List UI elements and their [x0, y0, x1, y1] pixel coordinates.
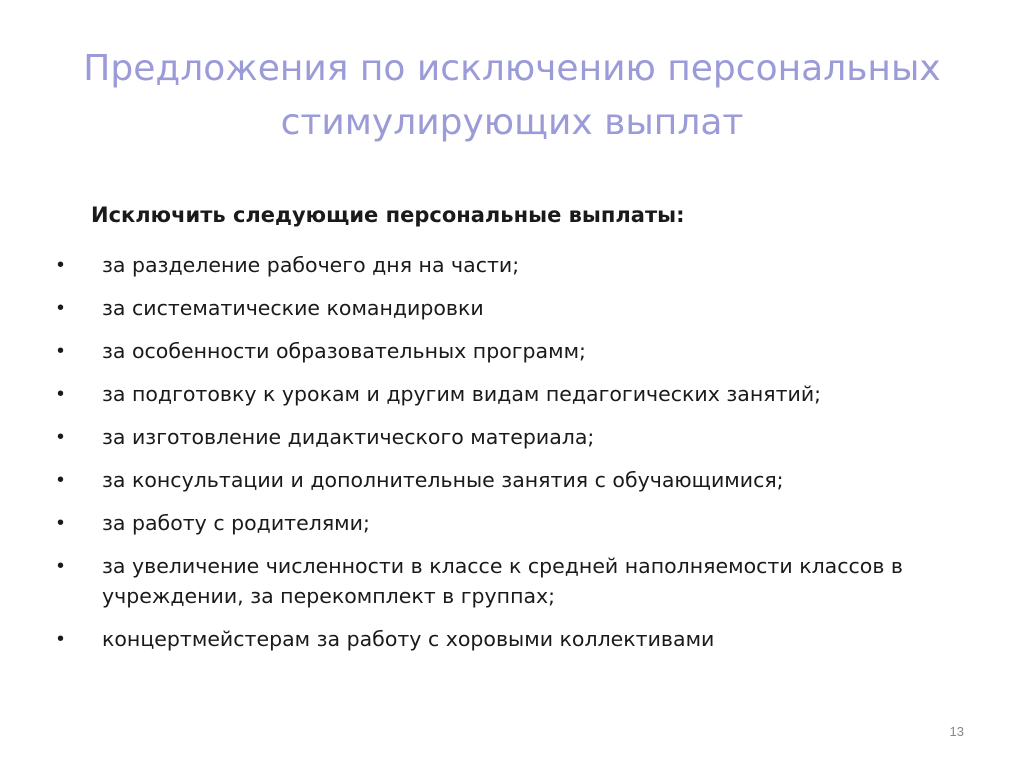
- list-item: [55, 624, 985, 654]
- page-number: 13: [949, 724, 964, 739]
- list-item: [55, 379, 985, 409]
- bullet-icon: •: [57, 628, 65, 650]
- bullet-icon: •: [57, 340, 65, 362]
- list-item-text: за консультации и дополнительные занятия с обучающимися;: [102, 468, 784, 492]
- list-item: [55, 465, 985, 495]
- list-item-text: за разделение рабочего дня на части;: [102, 253, 520, 277]
- bullet-icon: •: [57, 254, 65, 276]
- bullet-icon: •: [57, 383, 65, 405]
- list-item-text: за работу с родителями;: [102, 511, 370, 535]
- list-item: [55, 250, 985, 280]
- slide-title: Предложения по исключению персональных стимулирующих выплат: [83, 48, 941, 143]
- list-item: [55, 293, 985, 323]
- bullet-icon: •: [57, 512, 65, 534]
- slide-subtitle: Исключить следующие персональные выплаты:: [91, 203, 685, 227]
- list-item: [55, 336, 985, 366]
- list-item: [55, 508, 985, 538]
- bullet-icon: •: [57, 297, 65, 319]
- list-item-text: за подготовку к урокам и другим видам педагогических занятий;: [102, 382, 822, 406]
- bullet-icon: •: [57, 426, 65, 448]
- bullet-icon: •: [57, 469, 65, 491]
- list-item-text: за особенности образовательных программ;: [102, 339, 586, 363]
- list-item-text: концертмейстерам за работу с хоровыми коллективами: [102, 627, 715, 651]
- list-item: [55, 422, 985, 452]
- list-item-text: за изготовление дидактического материала;: [102, 425, 595, 449]
- bullet-icon: •: [57, 555, 65, 577]
- list-item-text: за систематические командировки: [102, 296, 484, 320]
- list-item: [55, 551, 985, 611]
- list-item-text: за увеличение численности в классе к средней наполняемости классов в учреждении, за перекомплект в группах;: [102, 554, 904, 608]
- bullet-list: [55, 250, 985, 667]
